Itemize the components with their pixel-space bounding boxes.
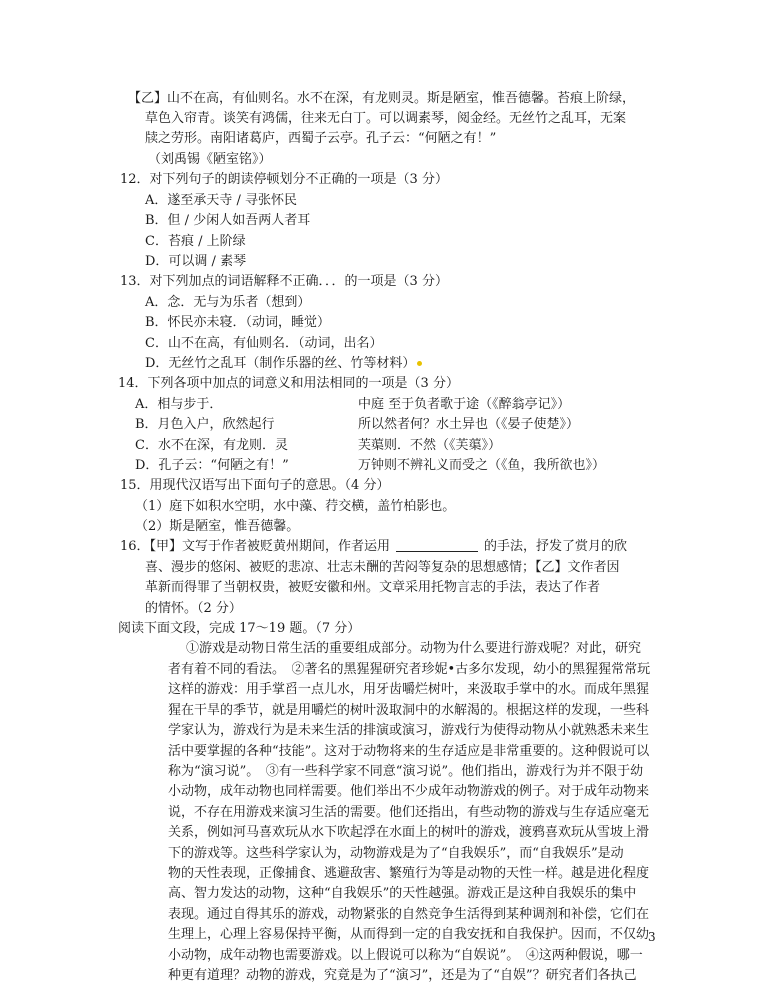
reading-intro: 阅读下面文段，完成 17～19 题。（7 分） xyxy=(118,621,361,636)
essay-line: 这样的游戏：用手掌舀一点儿水，用牙齿嚼烂树叶，来汲取手掌中的水。而成年黑猩 xyxy=(168,682,650,697)
essay-line: 下的游戏等。这些科学家认为，动物游戏是为了“自我娱乐”，而“自我娱乐”是动 xyxy=(168,846,624,861)
question-14-option-right: 万钟则不辨礼义而受之（《鱼，我所欲也》） xyxy=(358,458,606,473)
question-16-line: 革新而得罪了当朝权贵，被贬安徽和州。文章采用托物言志的手法，表达了作者 xyxy=(145,580,601,595)
question-14-option-left: A．相与步于． xyxy=(135,397,223,412)
question-14-option-left: B．月色入户，欣然起行 xyxy=(135,417,275,432)
question-14-option-right: 所以然者何？水土异也（《晏子使楚》） xyxy=(358,417,580,432)
essay-line: 小动物，成年动物也需要游戏。以上假说可以称为“自娱说”。 ④这两种假说，哪一 xyxy=(168,948,643,963)
question-13-option: C．山不在高，有仙则名．（动词，出名） xyxy=(145,336,383,351)
yi-passage-line: 【乙】山不在高，有仙则名。水不在深，有龙则灵。斯是陋室，惟吾德馨。苔痕上阶绿， xyxy=(128,91,636,106)
question-16-text: 16．【甲】文写于作者被贬黄州期间，作者运用 xyxy=(120,539,391,554)
yi-passage-line: 草色入帘青。谈笑有鸿儒，往来无白丁。可以调素琴，阅金经。无丝竹之乱耳，无案 xyxy=(145,111,627,126)
question-16-line: 喜、漫步的悠闲、被贬的悲凉、壮志未酬的苦闷等复杂的思想感情；【乙】文作者因 xyxy=(145,560,620,575)
question-12-stem: 12．对下列句子的朗读停顿划分不正确的一项是（3 分） xyxy=(120,172,448,187)
question-14-option-left: C．水不在深，有龙则．灵 xyxy=(135,438,288,453)
essay-line: 关系，例如河马喜欢玩从水下吹起浮在水面上的树叶的游戏，渡鸦喜欢玩从雪坡上滑 xyxy=(168,825,650,840)
page-number: 3 xyxy=(648,930,656,944)
question-13-stem: 13．对下列加点的词语解释不正确．．．的一项是（3 分） xyxy=(120,274,448,289)
question-12-option: C．苔痕 / 上阶绿 xyxy=(145,234,246,249)
essay-line: 称为“演习说”。 ③有一些科学家不同意“演习说”。他们指出，游戏行为并不限于幼 xyxy=(168,764,644,779)
question-16-line: 的情怀。（2 分） xyxy=(145,601,242,616)
yi-passage-line: 牍之劳形。南阳诸葛庐，西蜀子云亭。孔子云：“何陋之有！” xyxy=(145,131,497,146)
question-13-option: A．念．无与为乐者（想到） xyxy=(145,295,311,310)
essay-line: 活中要掌握的各种“技能”。这对于动物将来的生存适应是非常重要的。这种假说可以 xyxy=(168,744,650,759)
question-14-stem: 14．下列各项中加点的词意义和用法相同的一项是（3 分） xyxy=(118,376,459,391)
essay-line: 说，不存在用游戏来演习生活的需要。他们还指出，有些动物的游戏与生存适应毫无 xyxy=(168,805,650,820)
question-15-item: （2）斯是陋室，惟吾德馨。 xyxy=(135,519,300,534)
essay-line: 物的天性表现，正像捕食、逃避敌害、繁殖行为等是动物的天性一样。越是进化程度 xyxy=(168,866,650,881)
question-12-option: D．可以调 / 素琴 xyxy=(145,254,247,269)
question-13-option: B．怀民亦未寝．（动词，睡觉） xyxy=(145,315,331,330)
question-13-option xyxy=(145,356,422,372)
essay-line: 学家认为，游戏行为是未来生活的排演或演习，游戏行为使得动物从小就熟悉未来生 xyxy=(168,723,650,738)
question-12-option: A．遂至承天寺 / 寻张怀民 xyxy=(145,193,298,208)
essay-line: 生理上，心理上容易保持平衡，从而得到一定的自我安抚和自我保护。因而，不仅幼 xyxy=(168,927,650,942)
answer-blank[interactable] xyxy=(396,539,478,552)
essay-line: 小动物，成年动物也同样需要。他们举出不少成年动物游戏的例子。对于成年动物来 xyxy=(168,784,650,799)
question-14-option-right: 中庭 至于负者歌于途（《醉翁亭记》） xyxy=(358,397,571,412)
essay-line: ①游戏是动物日常生活的重要组成部分。动物为什么要进行游戏呢？对此，研究 xyxy=(186,641,642,656)
essay-line: 者有着不同的看法。 ②著名的黑猩猩研究者珍妮•古多尔发现，幼小的黑猩猩常常玩 xyxy=(168,662,651,677)
question-16-line xyxy=(120,539,627,555)
question-15-item: （1）庭下如积水空明，水中藻、荇交横，盖竹柏影也。 xyxy=(135,499,456,514)
essay-line: 高、智力发达的动物，这种“自我娱乐”的天性越强。游戏正是这种自我娱乐的集中 xyxy=(168,886,637,901)
question-15-stem: 15．用现代汉语写出下面句子的意思。（4 分） xyxy=(120,478,390,493)
question-12-option: B．但 / 少闲人如吾两人者耳 xyxy=(145,213,311,228)
question-14-option-right: 芙蕖则．不然（《芙蕖》） xyxy=(358,438,502,453)
yi-passage-source: （刘禹锡《陋室铭》） xyxy=(148,152,272,167)
essay-line: 种更有道理？动物的游戏，究竟是为了“演习”，还是为了“自娱”？研究者们各执己 xyxy=(168,968,637,983)
essay-line: 猩在干旱的季节，就是用嚼烂的树叶汲取洞中的水解渴的。根据这样的发现，一些科 xyxy=(168,703,650,718)
essay-line: 表现。通过自得其乐的游戏，动物紧张的自然竞争生活得到某种调剂和补偿，它们在 xyxy=(168,907,650,922)
question-13-option-text: D．无丝竹之乱耳（制作乐器的丝、竹等材料） xyxy=(145,356,416,371)
question-14-option-left: D．孔子云：“何陋之有！” xyxy=(135,458,289,473)
yellow-dot-mark xyxy=(417,361,422,366)
question-16-text: 的手法，抒发了赏月的欣 xyxy=(484,539,628,554)
